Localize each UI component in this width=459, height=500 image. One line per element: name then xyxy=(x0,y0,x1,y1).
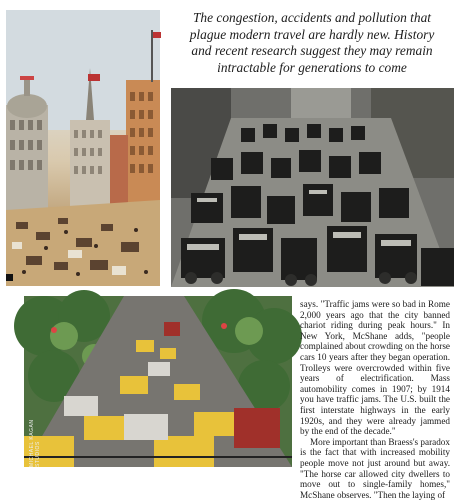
deck-line-3: and recent research suggest they may remain xyxy=(191,43,433,58)
modern-photo-graphic xyxy=(24,296,292,467)
illustration-graphic xyxy=(6,10,160,286)
photo-credit: MICHAEL KAGAN STUDIOS xyxy=(29,419,41,467)
deck-line-4: intractable for generations to come xyxy=(217,59,407,75)
article-body-column xyxy=(300,299,450,500)
corner-bullet xyxy=(6,274,13,281)
body-paragraph-2: More important than Braess's paradox is the fact that with increased mobility people move not just around but away. "The horse car allowed city dwellers to move out to single-family homes," McShane observes. "Then the laying of xyxy=(300,436,450,500)
body-paragraph-1: says. "Traffic jams were so bad in Rome 2,000 years ago that the city banned chariot riding during peak hours." In New York, McShane adds, "people complained about crowding on the horse cars 10 years after they began operation. Trolleys were overcrowded within five years of electrification. Mass automobility comes in 1907; by 1914 you have traffic jams. The U.S. built the first interstate highways in the early 1920s, and they were already jammed by the end of the decade." xyxy=(300,299,450,437)
deck-line-2: plague modern travel are hardly new. History xyxy=(189,26,435,42)
vintage-photo-graphic xyxy=(171,88,454,287)
vintage-traffic-photo xyxy=(171,88,454,287)
modern-traffic-photo xyxy=(24,296,292,467)
deck-line-1: The congestion, accidents and pollution that xyxy=(192,10,432,25)
historic-street-illustration xyxy=(6,10,160,286)
article-deck xyxy=(176,10,448,76)
